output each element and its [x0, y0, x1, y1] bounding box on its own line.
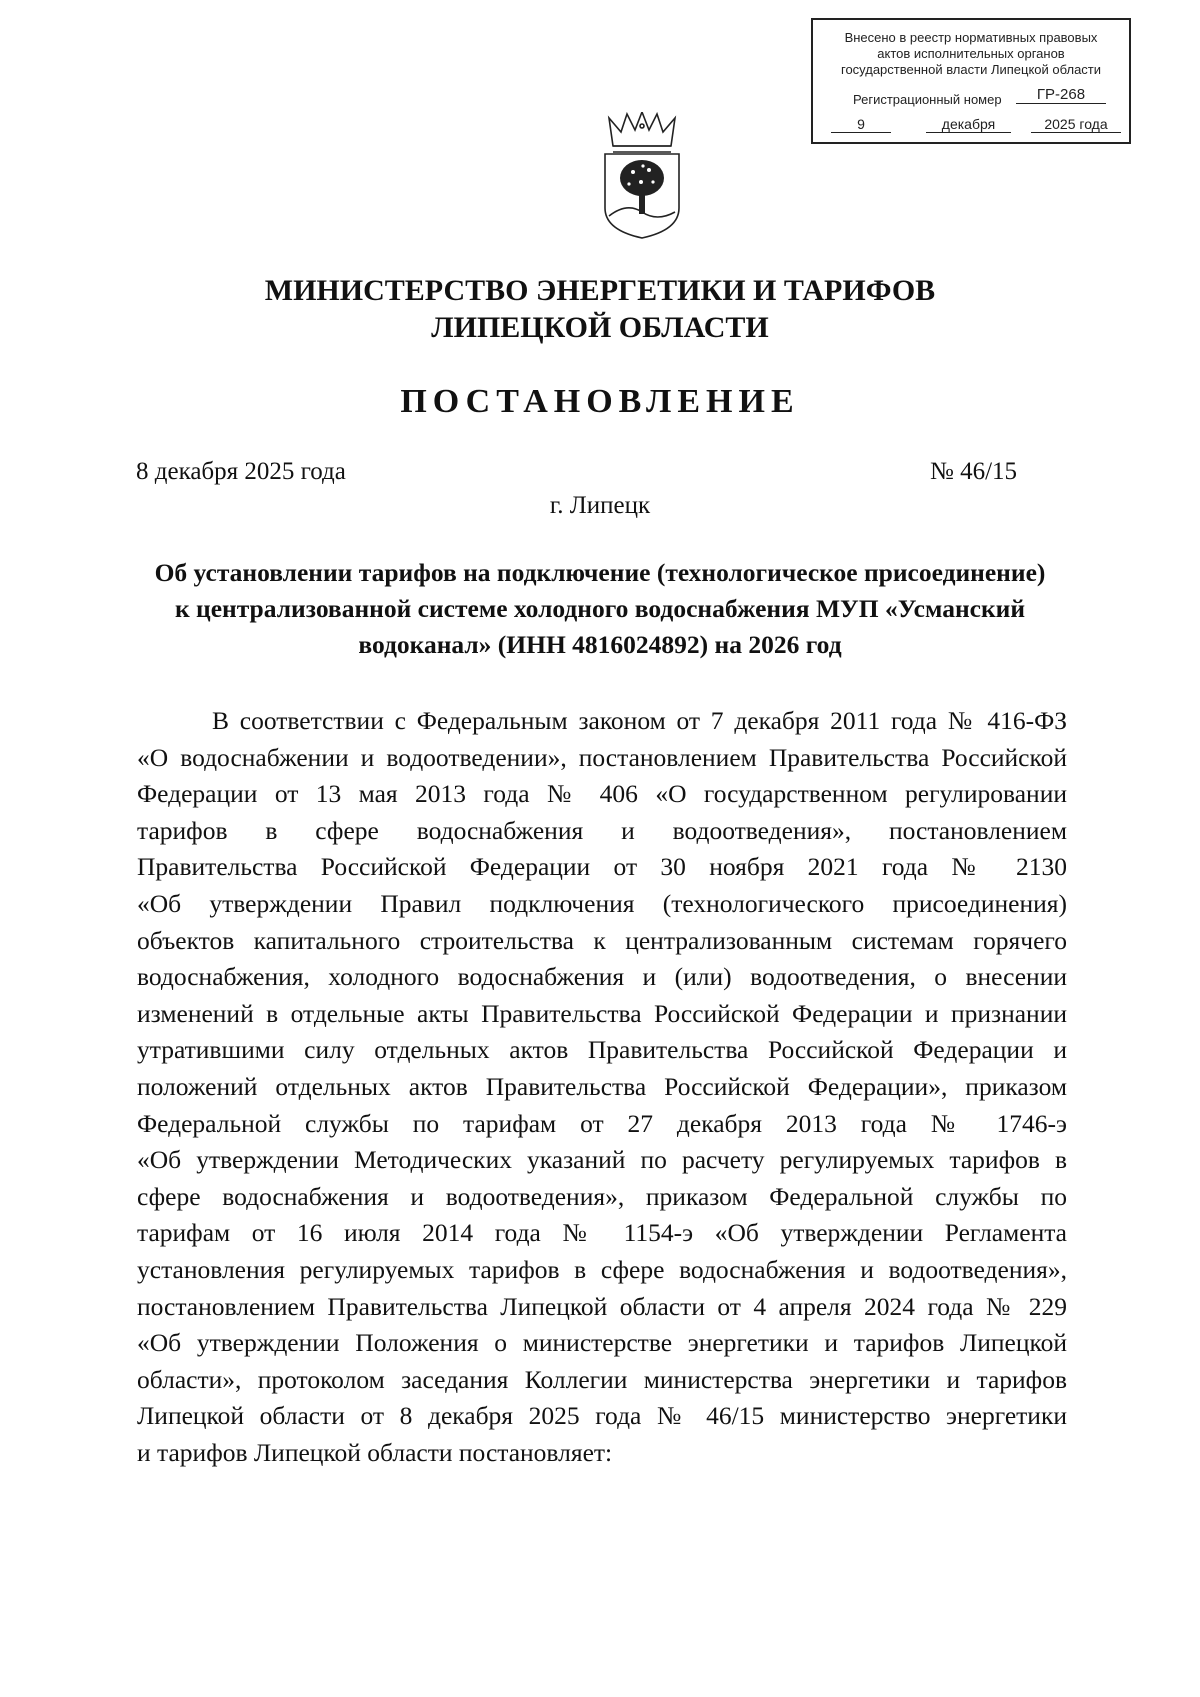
body-line: изменений в отдельные акты Правительства Российской Федерации и признании [137, 998, 1067, 1028]
body-line: утратившими силу отдельных актов Правительства Российской Федерации и [137, 1035, 1067, 1065]
decree-number: № 46/15 [930, 458, 1018, 485]
body-line: области», протоколом заседания Коллегии министерства энергетики и тарифов [137, 1364, 1067, 1394]
body-line: сфере водоснабжения и водоотведения», приказом Федеральной службы по [137, 1181, 1067, 1211]
decree-body [137, 703, 1067, 1471]
body-line: объектов капитального строительства к централизованным системам горячего [137, 925, 1067, 955]
body-line: тарифам от 16 июля 2014 года № 1154-э «Об утверждении Регламента [137, 1218, 1067, 1248]
decree-date: 8 декабря 2025 года [136, 458, 346, 485]
body-line: и тарифов Липецкой области постановляет: [137, 1437, 613, 1467]
body-line: тарифов в сфере водоснабжения и водоотведения», постановлением [137, 815, 1067, 845]
stamp-registration-number: ГР-268 [1016, 87, 1106, 104]
body-line: Липецкой области от 8 декабря 2025 года № 46/15 министерство энергетики [137, 1401, 1067, 1431]
stamp-line-3: государственной власти Липецкой области [840, 62, 1102, 77]
decree-subject [130, 555, 1070, 663]
body-line: В соответствии с Федеральным законом от 7 декабря 2011 года № 416-ФЗ [212, 706, 1067, 735]
stamp-date-row [831, 116, 1121, 136]
registry-stamp [811, 18, 1131, 144]
ministry-line-2: ЛИПЕЦКОЙ ОБЛАСТИ [431, 311, 769, 344]
stamp-day: 9 [831, 116, 891, 133]
body-line: «Об утверждении Методических указаний по расчету регулируемых тарифов в [137, 1145, 1067, 1175]
subject-line-3: водоканал» (ИНН 4816024892) на 2026 год [358, 630, 842, 659]
stamp-line-2: актов исполнительных органов [877, 46, 1065, 61]
body-line: «О водоснабжении и водоотведении», постановлением Правительства Российской [137, 742, 1067, 772]
stamp-year: 2025 года [1031, 116, 1121, 133]
subject-line-1: Об установлении тарифов на подключение (технологическое присоединение) [154, 558, 1046, 587]
body-line: постановлением Правительства Липецкой области от 4 апреля 2024 года № 229 [137, 1291, 1067, 1321]
subject-line-2: к централизованной системе холодного водоснабжения МУП «Усманский [174, 594, 1026, 623]
stamp-line-1: Внесено в реестр нормативных правовых [844, 30, 1098, 45]
decree-type: ПОСТАНОВЛЕНИЕ [400, 383, 800, 420]
stamp-registration-row [841, 86, 1111, 109]
body-line: установления регулируемых тарифов в сфере водоснабжения и водоотведения», [137, 1254, 1067, 1284]
body-line: «Об утверждении Положения о министерстве энергетики и тарифов Липецкой [137, 1328, 1067, 1358]
body-line: Правительства Российской Федерации от 30 ноября 2021 года № 2130 [137, 852, 1067, 882]
ministry-name [0, 272, 1200, 346]
body-line: «Об утверждении Правил подключения (технологического присоединения) [137, 888, 1067, 918]
body-line: положений отдельных актов Правительства Российской Федерации», приказом [137, 1071, 1067, 1101]
body-line: Федеральной службы по тарифам от 27 декабря 2013 года № 1746-э [137, 1108, 1067, 1138]
stamp-month: декабря [926, 116, 1011, 133]
stamp-registration-label: Регистрационный номер [853, 92, 1002, 107]
decree-city: г. Липецк [549, 492, 651, 519]
coat-of-arms-icon [597, 112, 687, 242]
stamp-text [813, 30, 1129, 78]
body-line: водоснабжения, холодного водоснабжения и (или) водоотведения, о внесении [137, 962, 1067, 992]
body-line: Федерации от 13 мая 2013 года № 406 «О государственном регулировании [137, 779, 1067, 809]
ministry-line-1: МИНИСТЕРСТВО ЭНЕРГЕТИКИ И ТАРИФОВ [264, 274, 936, 307]
